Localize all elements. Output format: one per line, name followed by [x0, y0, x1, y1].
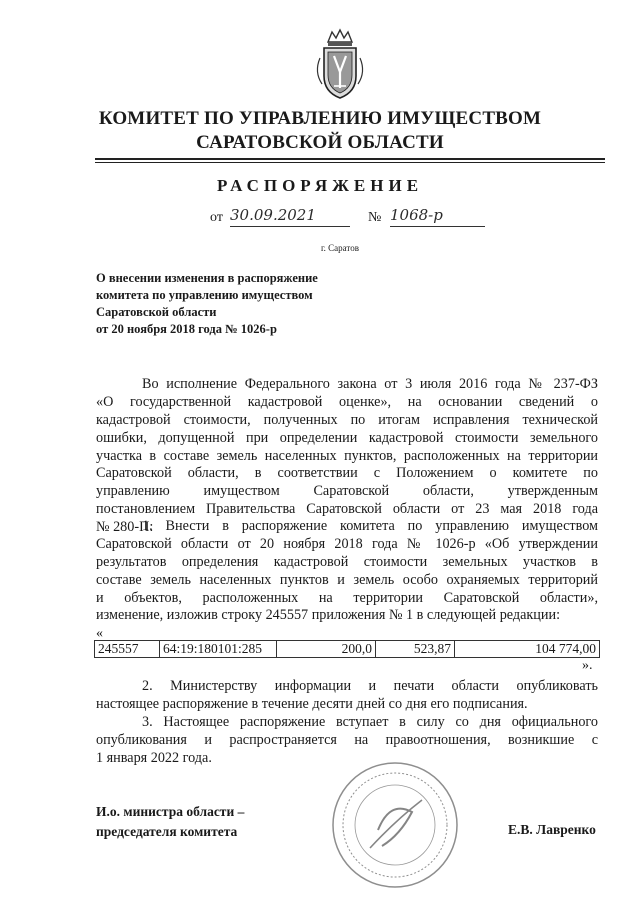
text-line: Во исполнение Федерального закона от 3 июля 2016 года № 237-ФЗ — [142, 376, 598, 392]
subject-line: Саратовской области — [96, 305, 217, 319]
text-line: опубликования и распространяется на правоотношения, возникшие с — [96, 731, 598, 748]
document-subject — [96, 270, 396, 338]
table-cell-row-number: 245557 — [95, 641, 160, 658]
subject-line: О внесении изменения в распоряжение — [96, 271, 318, 285]
header-rule-thick — [95, 158, 605, 160]
signer-title — [96, 802, 244, 842]
table-cell-specific-value: 523,87 — [376, 641, 455, 658]
text-line: 1. Внести в распоряжение комитета по управлению имуществом — [142, 518, 598, 534]
date-number-line — [210, 206, 510, 230]
table-cell-cadastral-number: 64:19:180101:285 — [160, 641, 277, 658]
paragraph-preamble — [96, 376, 598, 537]
text-line: ошибки, допущенной при определении кадастровой стоимости земельного — [96, 429, 598, 446]
official-seal-icon — [330, 760, 460, 890]
cadastral-value-table — [94, 640, 600, 658]
table-cell-area: 200,0 — [277, 641, 376, 658]
text-line: изменение, изложив строку 245557 приложения № 1 в следующей редакции: — [96, 607, 561, 624]
organization-name-line1: КОМИТЕТ ПО УПРАВЛЕНИЮ ИМУЩЕСТВОМ — [98, 108, 542, 129]
text-line: настоящее распоряжение в течение десяти дней со дня его подписания. — [96, 695, 528, 712]
number-sign: № — [368, 210, 382, 225]
quote-open: « — [96, 626, 103, 641]
text-line: кадастровой стоимости, полученных по итогам исправления технической — [96, 411, 598, 428]
text-line: № 280-П: — [96, 519, 154, 536]
date-prefix: от — [210, 210, 223, 225]
table-row — [95, 641, 600, 658]
text-line: 2. Министерству информации и печати области опубликовать — [142, 678, 598, 694]
document-date: 30.09.2021 — [230, 206, 350, 227]
table-cell-cadastral-value: 104 774,00 — [455, 641, 600, 658]
organization-name-line2: САРАТОВСКОЙ ОБЛАСТИ — [196, 132, 444, 153]
text-line: результатов определения кадастровой стоимости земельных участков в — [96, 553, 598, 570]
text-line: Саратовской области от 20 ноября 2018 года № 1026-р «Об утверждении — [96, 535, 598, 552]
signer-title-line: председателя комитета — [96, 824, 238, 839]
paragraph-item-2 — [96, 678, 598, 714]
signer-name: Е.В. Лавренко — [508, 822, 596, 837]
text-line: 3. Настоящее распоряжение вступает в силу со дня официального — [142, 714, 598, 730]
quote-close: ». — [582, 658, 593, 673]
coat-of-arms-icon — [300, 28, 380, 100]
text-line: постановлением Правительства Саратовской области от 23 мая 2018 года — [96, 501, 598, 518]
header-rule-thin — [95, 162, 605, 163]
text-line: 1 января 2022 года. — [96, 749, 212, 766]
city-label: г. Саратов — [321, 243, 359, 253]
text-line: участка в составе земель населенных пунктов, расположенных на территории — [96, 447, 598, 464]
text-line: управлению имуществом Саратовской области, утвержденным — [96, 483, 598, 500]
paragraph-item-1 — [96, 518, 598, 625]
text-line: и объектов, расположенных на территории Саратовской области», — [96, 589, 598, 606]
signer-title-line: И.о. министра области – — [96, 804, 245, 819]
text-line: составе земель населенных пунктов и земель особо охраняемых территорий — [96, 571, 598, 588]
text-line: «О государственной кадастровой оценке», на основании сведений о — [96, 393, 598, 410]
subject-line: комитета по управлению имуществом — [96, 288, 313, 302]
subject-line: от 20 ноября 2018 года № 1026-р — [96, 322, 277, 336]
text-line: Саратовской области, в соответствии с Положением о комитете по — [96, 465, 598, 482]
document-number: 1068-р — [390, 206, 485, 227]
document-type-title: РАСПОРЯЖЕНИЕ — [216, 176, 424, 195]
